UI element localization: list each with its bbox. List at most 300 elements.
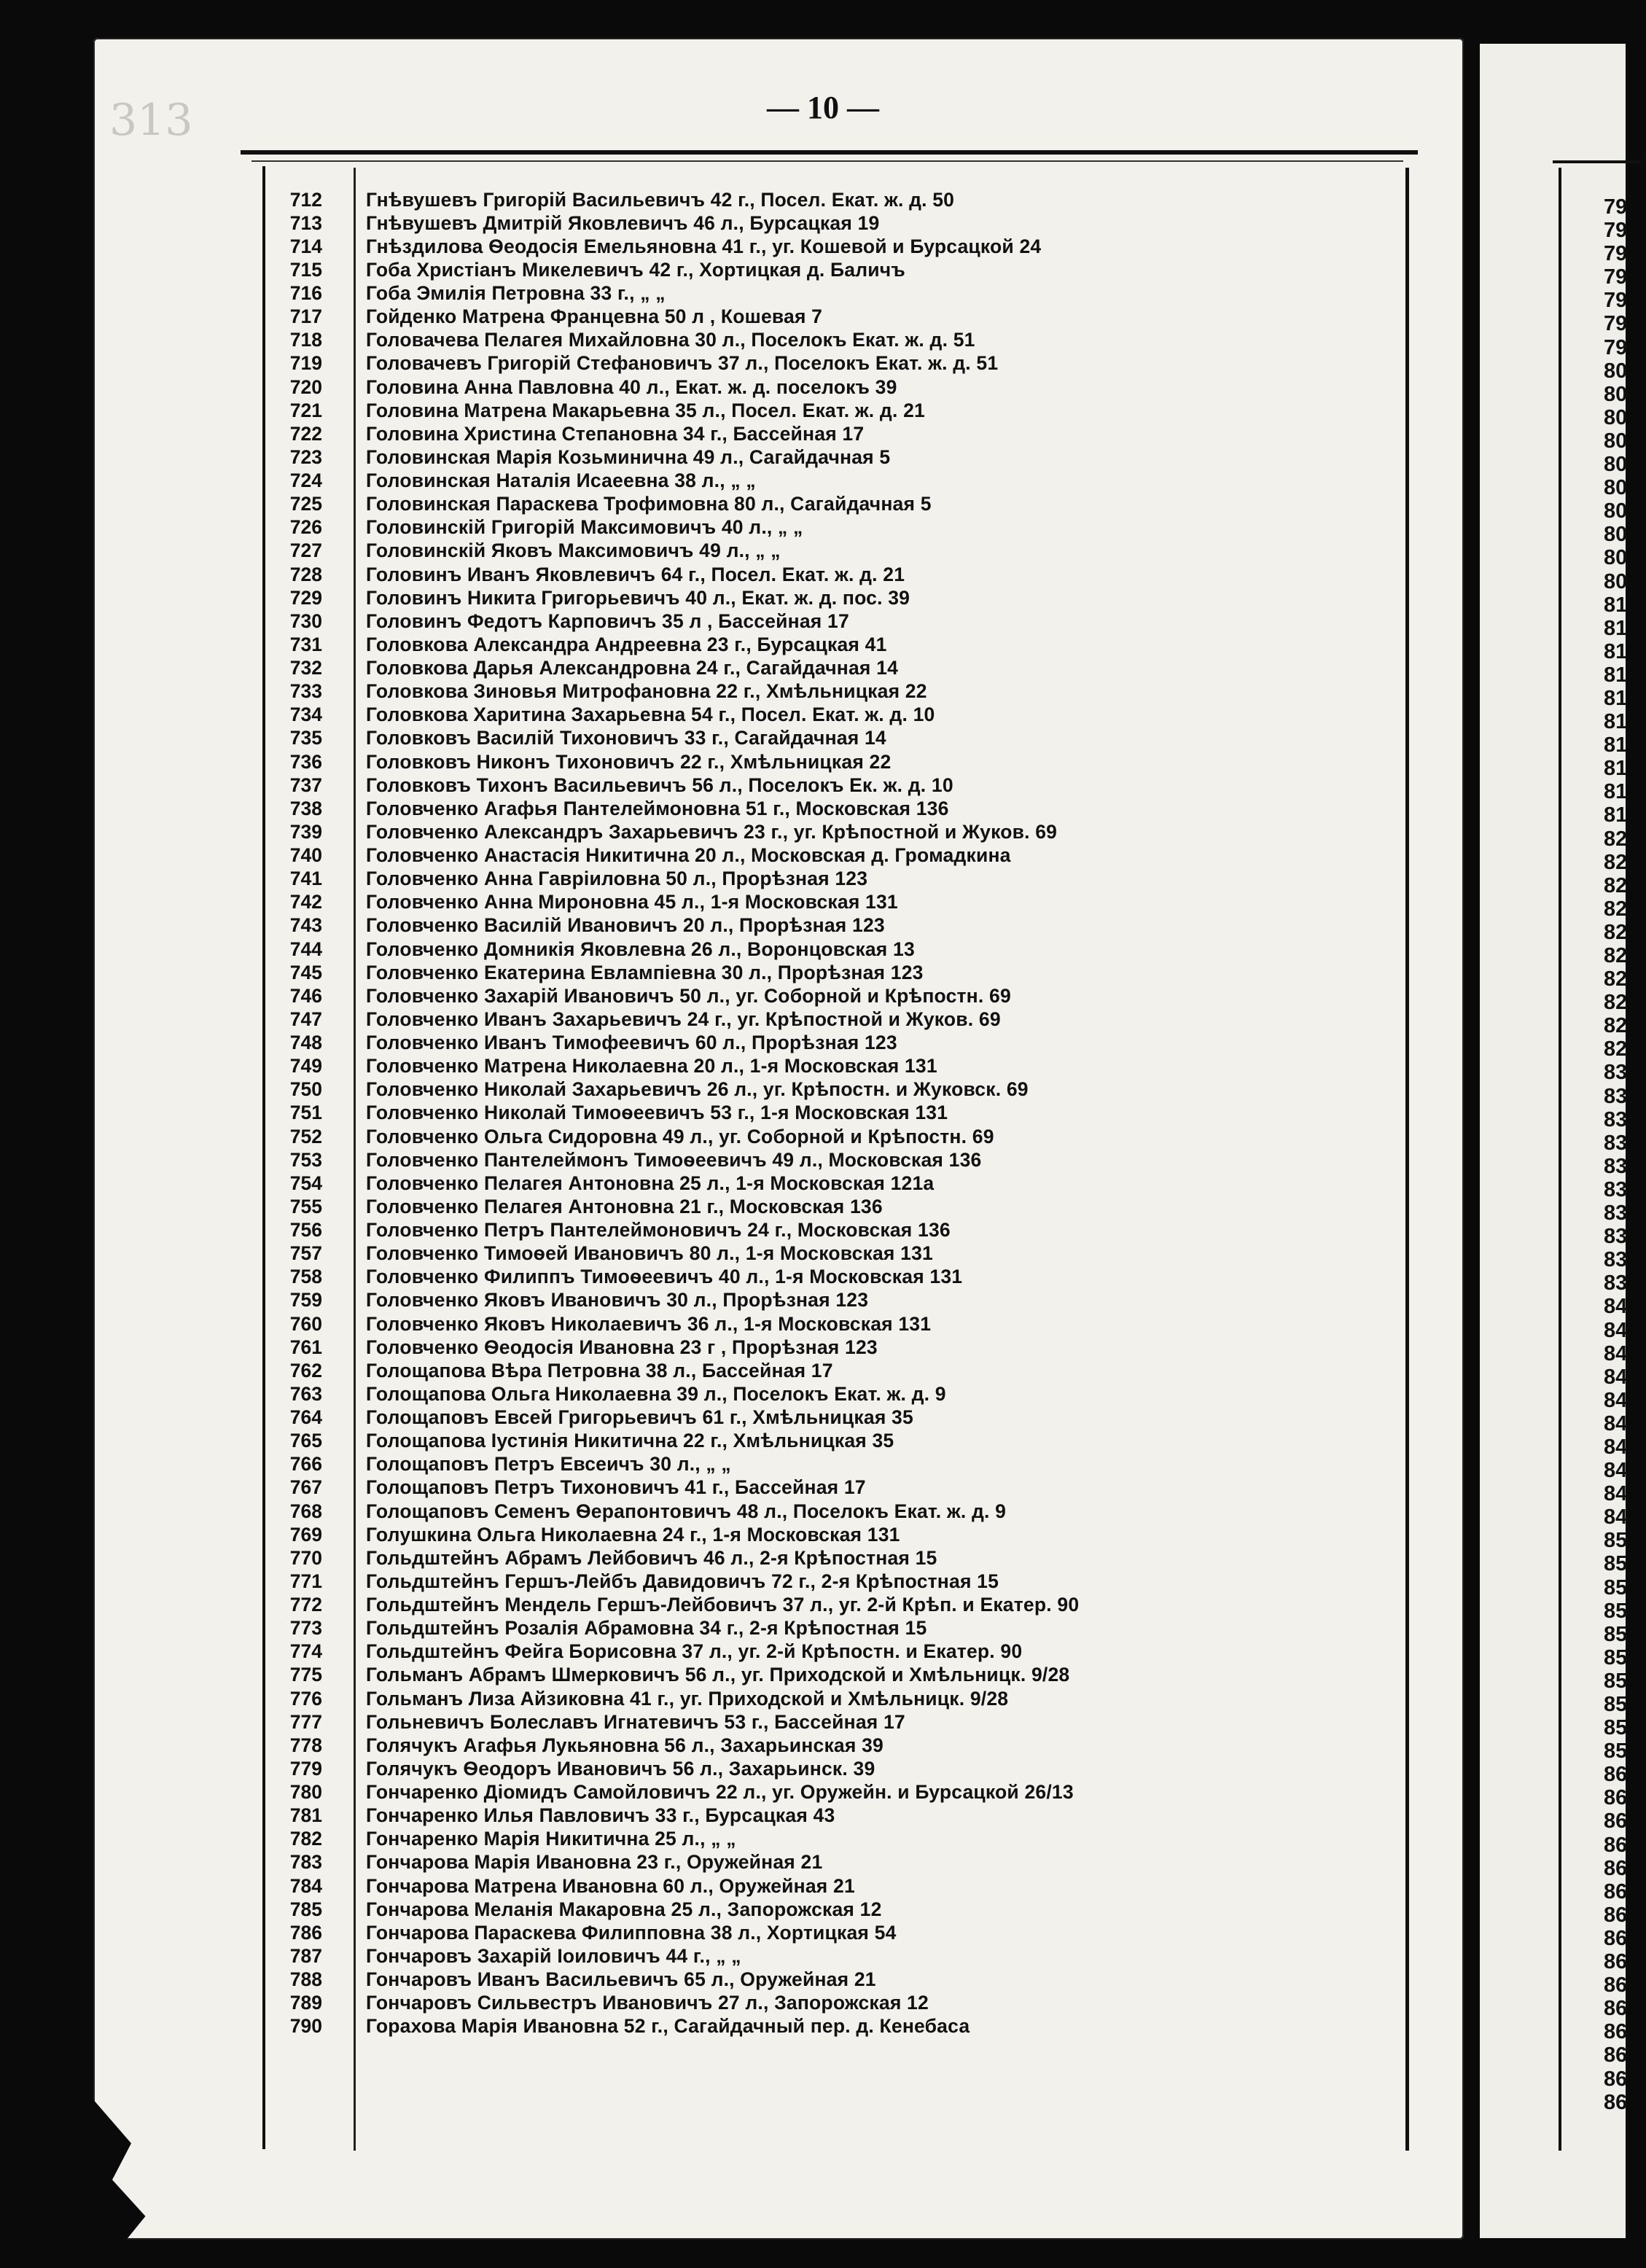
entry-number: 719 xyxy=(289,352,322,375)
list-item xyxy=(277,773,1400,797)
list-item xyxy=(277,1757,1400,1780)
adjacent-page-number: 82 xyxy=(1604,827,1628,851)
adjacent-page-number: 83 xyxy=(1604,1061,1628,1085)
adjacent-page-rule xyxy=(1553,160,1640,163)
adjacent-page-number: 85 xyxy=(1604,1739,1628,1764)
list-item xyxy=(277,1266,1400,1289)
entry-number: 766 xyxy=(289,1453,322,1476)
list-item xyxy=(277,1617,1400,1640)
entry-text: Головченко Анна Гавріиловна 50 л., Прорѣзная 123 xyxy=(366,868,868,890)
adjacent-page-number: 85 xyxy=(1604,1552,1628,1576)
header-rule-thin xyxy=(251,160,1403,162)
list-item xyxy=(277,1078,1400,1102)
adjacent-page-number: 84 xyxy=(1604,1365,1628,1389)
adjacent-page-number: 82 xyxy=(1604,944,1628,967)
entry-number: 784 xyxy=(289,1874,322,1897)
adjacent-page-number: 86 xyxy=(1604,1950,1628,1974)
adjacent-page-edge xyxy=(1480,44,1626,2238)
list-item xyxy=(277,1664,1400,1687)
entry-number: 779 xyxy=(289,1757,322,1780)
entry-text: Головинъ Федотъ Карповичъ 35 л , Бассейная 17 xyxy=(366,609,849,632)
entry-number: 769 xyxy=(289,1523,322,1546)
entry-text: Гольманъ Лиза Айзиковна 41 г., уг. Приходской и Хмѣльницк. 9/28 xyxy=(366,1687,1009,1710)
entry-number: 762 xyxy=(289,1359,322,1382)
entry-number: 755 xyxy=(289,1195,322,1217)
entry-text: Головинъ Никита Григорьевичъ 40 л., Екат. ж. д. пос. 39 xyxy=(366,586,910,609)
entry-text: Головченко Иванъ Захарьевичъ 24 г., уг. Крѣпостной и Жуков. 69 xyxy=(366,1008,1001,1030)
entry-number: 723 xyxy=(289,445,322,468)
entry-text: Головченко Иванъ Тимофеевичъ 60 л., Прорѣзная 123 xyxy=(366,1032,897,1054)
list-item xyxy=(277,445,1400,469)
list-item xyxy=(277,1944,1400,1968)
entry-number: 743 xyxy=(289,914,322,937)
list-item xyxy=(277,1102,1400,1125)
list-item xyxy=(277,493,1400,516)
entry-text: Гольдштейнъ Абрамъ Лейбовичъ 46 л., 2-я Крѣпостная 15 xyxy=(366,1546,937,1569)
adjacent-page-number: 86 xyxy=(1604,2067,1628,2091)
adjacent-page-number: 84 xyxy=(1604,1318,1628,1342)
adjacent-page-number: 86 xyxy=(1604,1973,1628,1998)
adjacent-page-number: 86 xyxy=(1604,1903,1628,1927)
adjacent-page-number: 83 xyxy=(1604,1201,1628,1225)
adjacent-page-number: 85 xyxy=(1604,1716,1628,1740)
list-item xyxy=(277,914,1400,938)
adjacent-page-number: 83 xyxy=(1604,1131,1628,1155)
adjacent-page-number: 83 xyxy=(1604,1084,1628,1108)
adjacent-page-number: 83 xyxy=(1604,1107,1628,1131)
adjacent-page-number: 86 xyxy=(1604,1809,1628,1834)
adjacent-page-number: 81 xyxy=(1604,780,1628,804)
entry-text: Головкова Харитина Захарьевна 54 г., Посел. Екат. ж. д. 10 xyxy=(366,704,935,726)
entry-number: 783 xyxy=(289,1851,322,1874)
entry-text: Головченко Пантелеймонъ Тимоѳеевичъ 49 л., Московская 136 xyxy=(366,1148,982,1171)
adjacent-page-number: 86 xyxy=(1604,2043,1628,2068)
entry-number: 738 xyxy=(289,797,322,819)
adjacent-page-number: 81 xyxy=(1604,639,1628,663)
entry-number: 717 xyxy=(289,305,322,328)
entry-number: 753 xyxy=(289,1148,322,1171)
entry-number: 759 xyxy=(289,1289,322,1312)
entry-number: 739 xyxy=(289,820,322,843)
entry-text: Голячукъ Агафья Лукьяновна 56 л., Захарьинская 39 xyxy=(366,1734,884,1756)
list-item xyxy=(277,469,1400,493)
entry-number: 770 xyxy=(289,1546,322,1569)
entry-number: 771 xyxy=(289,1570,322,1592)
adjacent-page-number: 80 xyxy=(1604,429,1628,453)
entry-number: 729 xyxy=(289,586,322,609)
entry-number: 756 xyxy=(289,1219,322,1242)
adjacent-page-number: 84 xyxy=(1604,1459,1628,1483)
adjacent-page-number: 83 xyxy=(1604,1271,1628,1295)
list-item xyxy=(277,235,1400,258)
adjacent-page-number: 86 xyxy=(1604,1997,1628,2021)
entry-number: 742 xyxy=(289,891,322,913)
entry-text: Гольдштейнъ Розалія Абрамовна 34 г., 2-я Крѣпостная 15 xyxy=(366,1617,927,1640)
entry-text: Голощаповъ Семенъ Ѳерапонтовичъ 48 л., Поселокъ Екат. ж. д. 9 xyxy=(366,1500,1007,1522)
adjacent-page-number: 81 xyxy=(1604,686,1628,710)
entry-number: 735 xyxy=(289,727,322,749)
entry-text: Головченко Николай Тимоѳеевичъ 53 г., 1-я Московская 131 xyxy=(366,1102,948,1124)
entry-number: 785 xyxy=(289,1898,322,1920)
entry-text: Головченко Яковъ Ивановичъ 30 л., Прорѣзная 123 xyxy=(366,1289,869,1312)
entry-number: 714 xyxy=(289,235,322,257)
entry-text: Головченко Тимоѳей Ивановичъ 80 л., 1-я Московская 131 xyxy=(366,1242,933,1265)
list-item xyxy=(277,1921,1400,1944)
adjacent-page-number: 81 xyxy=(1604,593,1628,617)
entry-number: 716 xyxy=(289,282,322,305)
entry-text: Гольдштейнъ Гершъ-Лейбъ Давидовичъ 72 г., 2-я Крѣпостная 15 xyxy=(366,1570,999,1592)
entry-text: Головченко Пелагея Антоновна 21 г., Московская 136 xyxy=(366,1195,883,1217)
entry-text: Головинская Марія Козьминична 49 л., Сагайдачная 5 xyxy=(366,445,891,468)
list-item xyxy=(277,820,1400,843)
list-item xyxy=(277,375,1400,399)
list-item xyxy=(277,563,1400,586)
entry-text: Гоба Христіанъ Микелевичъ 42 г., Хортицкая д. Баличъ xyxy=(366,258,905,281)
adjacent-page-number: 81 xyxy=(1604,733,1628,757)
adjacent-page-number: 79 xyxy=(1604,242,1628,266)
entry-text: Гойденко Матрена Францевна 50 л , Кошевая 7 xyxy=(366,305,823,328)
adjacent-page-number: 85 xyxy=(1604,1575,1628,1599)
adjacent-page-number: 81 xyxy=(1604,757,1628,781)
list-item xyxy=(277,633,1400,656)
entry-text: Головченко Матрена Николаевна 20 л., 1-я Московская 131 xyxy=(366,1055,937,1078)
entry-number: 787 xyxy=(289,1944,322,1967)
adjacent-page-number: 79 xyxy=(1604,219,1628,243)
entry-number: 720 xyxy=(289,375,322,398)
entry-number: 731 xyxy=(289,633,322,655)
adjacent-page-number: 79 xyxy=(1604,289,1628,313)
entry-text: Головкова Дарья Александровна 24 г., Сагайдачная 14 xyxy=(366,657,899,679)
list-item xyxy=(277,211,1400,235)
entry-text: Головкова Александра Андреевна 23 г., Бурсацкая 41 xyxy=(366,633,887,655)
list-item xyxy=(277,1172,1400,1195)
adjacent-page-number: 82 xyxy=(1604,991,1628,1015)
list-item xyxy=(277,188,1400,211)
entry-number: 782 xyxy=(289,1828,322,1850)
entry-text: Гольневичъ Болеславъ Игнатевичъ 53 г., Бассейная 17 xyxy=(366,1710,905,1733)
adjacent-page-number: 84 xyxy=(1604,1341,1628,1365)
entry-text: Головченко Петръ Пантелеймоновичъ 24 г., Московская 136 xyxy=(366,1219,951,1242)
entry-number: 722 xyxy=(289,422,322,445)
adjacent-page-number: 85 xyxy=(1604,1693,1628,1716)
adjacent-page-number: 80 xyxy=(1604,453,1628,477)
list-item xyxy=(277,1828,1400,1851)
list-item xyxy=(277,1874,1400,1898)
adjacent-page-number: 86 xyxy=(1604,1763,1628,1787)
adjacent-page-number: 86 xyxy=(1604,1833,1628,1857)
list-item xyxy=(277,704,1400,727)
list-item xyxy=(277,1570,1400,1593)
entry-number: 744 xyxy=(289,938,322,960)
entry-number: 724 xyxy=(289,469,322,492)
entry-number: 754 xyxy=(289,1172,322,1194)
adjacent-page-number: 86 xyxy=(1604,1786,1628,1810)
list-item xyxy=(277,1687,1400,1710)
adjacent-page-number: 80 xyxy=(1604,405,1628,429)
entry-text: Гончарова Матрена Ивановна 60 л., Оружейная 21 xyxy=(366,1874,855,1897)
entry-text: Головинскій Яковъ Максимовичъ 49 л., „ „ xyxy=(366,539,781,562)
list-item xyxy=(277,1804,1400,1828)
entry-text: Голощаповъ Петръ Евсеичъ 30 л., „ „ xyxy=(366,1453,731,1476)
entry-text: Гнѣздилова Ѳеодосія Емельяновна 41 г., уг. Кошевой и Бурсацкой 24 xyxy=(366,235,1042,257)
adjacent-page-number: 83 xyxy=(1604,1248,1628,1272)
list-item xyxy=(277,1500,1400,1523)
page-number: — 10 — xyxy=(767,90,879,125)
adjacent-page-number: 81 xyxy=(1604,616,1628,640)
entry-number: 776 xyxy=(289,1687,322,1710)
entry-text: Головченко Николай Захарьевичъ 26 л., уг. Крѣпостн. и Жуковск. 69 xyxy=(366,1078,1029,1101)
adjacent-page-number: 84 xyxy=(1604,1295,1628,1319)
entry-number: 721 xyxy=(289,399,322,421)
entry-number: 745 xyxy=(289,961,322,983)
list-item xyxy=(277,516,1400,539)
adjacent-page-number: 82 xyxy=(1604,897,1628,921)
adjacent-page-number: 83 xyxy=(1604,1225,1628,1249)
adjacent-page-number: 82 xyxy=(1604,967,1628,991)
entry-text: Головченко Василій Ивановичъ 20 л., Прорѣзная 123 xyxy=(366,914,885,937)
entry-number: 758 xyxy=(289,1266,322,1288)
entry-text: Голушкина Ольга Николаевна 24 г., 1-я Московская 131 xyxy=(366,1523,900,1546)
entry-number: 712 xyxy=(289,188,322,211)
adjacent-page-number: 84 xyxy=(1604,1482,1628,1506)
list-item xyxy=(277,1148,1400,1172)
list-item xyxy=(277,1242,1400,1266)
adjacent-page-number: 85 xyxy=(1604,1669,1628,1693)
entry-number: 765 xyxy=(289,1430,322,1452)
adjacent-page-number: 85 xyxy=(1604,1645,1628,1669)
list-item xyxy=(277,750,1400,773)
list-item xyxy=(277,1898,1400,1921)
entry-text: Голощаповъ Евсей Григорьевичъ 61 г., Хмѣльницкая 35 xyxy=(366,1406,913,1429)
list-item xyxy=(277,1781,1400,1804)
entry-text: Голощапова Іустинія Никитична 22 г., Хмѣльницкая 35 xyxy=(366,1430,894,1452)
list-item xyxy=(277,1289,1400,1312)
adjacent-page-number: 82 xyxy=(1604,1014,1628,1038)
header-rule xyxy=(241,150,1418,155)
list-item xyxy=(277,305,1400,329)
entry-number: 750 xyxy=(289,1078,322,1101)
entry-number: 726 xyxy=(289,516,322,539)
adjacent-page-number: 84 xyxy=(1604,1411,1628,1435)
entry-text: Головинская Наталія Исаеевна 38 л., „ „ xyxy=(366,469,756,492)
entry-text: Головченко Пелагея Антоновна 25 л., 1-я Московская 121а xyxy=(366,1172,935,1194)
adjacent-page-number: 82 xyxy=(1604,850,1628,874)
adjacent-page-number: 82 xyxy=(1604,920,1628,944)
entry-number: 774 xyxy=(289,1640,322,1663)
entry-number: 788 xyxy=(289,1968,322,1991)
entry-text: Гнѣвушевъ Григорій Васильевичъ 42 г., Посел. Екат. ж. д. 50 xyxy=(366,188,955,211)
entry-number: 713 xyxy=(289,211,322,234)
entry-text: Головковъ Василій Тихоновичъ 33 г., Сагайдачная 14 xyxy=(366,727,886,749)
adjacent-page-number: 80 xyxy=(1604,476,1628,500)
entry-text: Гончаренко Илья Павловичъ 33 г., Бурсацкая 43 xyxy=(366,1804,835,1827)
entry-text: Головченко Ѳеодосія Ивановна 23 г , Прорѣзная 123 xyxy=(366,1336,878,1358)
list-item xyxy=(277,399,1400,422)
adjacent-page-number: 80 xyxy=(1604,359,1628,383)
list-item xyxy=(277,1032,1400,1055)
list-item xyxy=(277,657,1400,680)
adjacent-page-number: 85 xyxy=(1604,1599,1628,1623)
entry-number: 732 xyxy=(289,657,322,679)
directory-list xyxy=(277,188,1400,2038)
entry-number: 748 xyxy=(289,1032,322,1054)
entry-text: Головина Анна Павловна 40 л., Екат. ж. д. поселокъ 39 xyxy=(366,375,897,398)
entry-text: Головина Матрена Макарьевна 35 л., Посел. Екат. ж. д. 21 xyxy=(366,399,925,421)
entry-number: 775 xyxy=(289,1664,322,1686)
entry-number: 715 xyxy=(289,258,322,281)
table-right-border xyxy=(1405,168,1409,2151)
adjacent-page-number: 82 xyxy=(1604,873,1628,897)
entry-text: Голощапова Вѣра Петровна 38 л., Бассейная 17 xyxy=(366,1359,833,1382)
entry-text: Гольдштейнъ Мендель Гершъ-Лейбовичъ 37 л., уг. 2-й Крѣп. и Екатер. 90 xyxy=(366,1594,1080,1616)
list-item xyxy=(277,891,1400,914)
list-item xyxy=(277,797,1400,820)
entry-text: Головченко Филиппъ Тимоѳеевичъ 40 л., 1-я Московская 131 xyxy=(366,1266,963,1288)
entry-text: Головачева Пелагея Михайловна 30 л., Поселокъ Екат. ж. д. 51 xyxy=(366,329,975,351)
entry-text: Гончаровъ Захарій Іоиловичъ 44 г., „ „ xyxy=(366,1944,741,1967)
entry-text: Гончаровъ Иванъ Васильевичъ 65 л., Оружейная 21 xyxy=(366,1968,876,1991)
list-item xyxy=(277,961,1400,984)
entry-text: Головковъ Тихонъ Васильевичъ 56 л., Поселокъ Ек. ж. д. 10 xyxy=(366,773,953,796)
adjacent-page-number: 79 xyxy=(1604,265,1628,289)
entry-number: 728 xyxy=(289,563,322,585)
list-item xyxy=(277,868,1400,891)
list-item xyxy=(277,1734,1400,1757)
adjacent-page-number: 81 xyxy=(1604,803,1628,827)
list-item xyxy=(277,1336,1400,1359)
adjacent-page-number: 85 xyxy=(1604,1622,1628,1646)
list-item xyxy=(277,1453,1400,1476)
entry-text: Головченко Анна Мироновна 45 л., 1-я Московская 131 xyxy=(366,891,898,913)
entry-text: Головченко Домникія Яковлевна 26 л., Воронцовская 13 xyxy=(366,938,915,960)
list-item xyxy=(277,1312,1400,1336)
entry-text: Головкова Зиновья Митрофановна 22 г., Хмѣльницкая 22 xyxy=(366,680,927,703)
entry-text: Голячукъ Ѳеодоръ Ивановичъ 56 л., Захарьинск. 39 xyxy=(366,1757,875,1780)
margin-pencil-mark: 313 xyxy=(109,95,193,146)
entry-number: 749 xyxy=(289,1055,322,1078)
adjacent-page-number: 83 xyxy=(1604,1154,1628,1178)
entry-text: Гончарова Параскева Филипповна 38 л., Хортицкая 54 xyxy=(366,1921,897,1944)
entry-text: Головченко Захарій Ивановичъ 50 л., уг. Соборной и Крѣпостн. 69 xyxy=(366,984,1011,1007)
list-item xyxy=(277,984,1400,1008)
entry-number: 780 xyxy=(289,1781,322,1804)
table-left-border xyxy=(262,166,265,2149)
list-item xyxy=(277,1992,1400,2015)
entry-text: Гоба Эмилія Петровна 33 г., „ „ xyxy=(366,282,666,305)
adjacent-page-numbers xyxy=(1604,195,1627,2114)
entry-text: Горахова Марія Ивановна 52 г., Сагайдачный пер. д. Кенебаса xyxy=(366,2015,970,2038)
entry-number: 763 xyxy=(289,1382,322,1405)
entry-number: 725 xyxy=(289,493,322,515)
entry-number: 777 xyxy=(289,1710,322,1733)
list-item xyxy=(277,1055,1400,1078)
list-item xyxy=(277,258,1400,281)
entry-number: 764 xyxy=(289,1406,322,1429)
entry-number: 778 xyxy=(289,1734,322,1756)
entry-text: Гончарова Марія Ивановна 23 г., Оружейная 21 xyxy=(366,1851,823,1874)
entry-number: 768 xyxy=(289,1500,322,1522)
adjacent-page-number: 85 xyxy=(1604,1529,1628,1553)
entry-number: 718 xyxy=(289,329,322,351)
entry-number: 790 xyxy=(289,2015,322,2038)
entry-number: 737 xyxy=(289,773,322,796)
list-item xyxy=(277,1640,1400,1664)
adjacent-page-number: 80 xyxy=(1604,382,1628,406)
adjacent-page-number: 79 xyxy=(1604,335,1628,359)
entry-text: Головченко Анастасія Никитична 20 л., Московская д. Громадкина xyxy=(366,844,1011,867)
entry-number: 736 xyxy=(289,750,322,773)
entry-number: 761 xyxy=(289,1336,322,1358)
list-item xyxy=(277,1594,1400,1617)
entry-number: 751 xyxy=(289,1102,322,1124)
entry-text: Головченко Агафья Пантелеймоновна 51 г., Московская 136 xyxy=(366,797,949,819)
list-item xyxy=(277,844,1400,868)
entry-text: Головинскій Григорій Максимовичъ 40 л., „ „ xyxy=(366,516,803,539)
list-item xyxy=(277,609,1400,633)
list-item xyxy=(277,938,1400,961)
entry-number: 727 xyxy=(289,539,322,562)
entry-text: Гончаренко Діомидъ Самойловичъ 22 л., уг. Оружейн. и Бурсацкой 26/13 xyxy=(366,1781,1074,1804)
adjacent-page-number: 79 xyxy=(1604,312,1628,336)
adjacent-page-number: 84 xyxy=(1604,1505,1628,1529)
entry-number: 752 xyxy=(289,1125,322,1147)
list-item xyxy=(277,1710,1400,1734)
list-item xyxy=(277,1219,1400,1242)
entry-number: 772 xyxy=(289,1594,322,1616)
entry-number: 740 xyxy=(289,844,322,867)
entry-text: Головинъ Иванъ Яковлевичъ 64 г., Посел. Екат. ж. д. 21 xyxy=(366,563,905,585)
entry-number: 773 xyxy=(289,1617,322,1640)
entry-text: Гончарова Меланія Макаровна 25 л., Запорожская 12 xyxy=(366,1898,882,1920)
entry-number: 747 xyxy=(289,1008,322,1030)
adjacent-page-number: 86 xyxy=(1604,2090,1628,2114)
entry-number: 741 xyxy=(289,868,322,890)
list-item xyxy=(277,1851,1400,1874)
entry-text: Головинская Параскева Трофимовна 80 л., Сагайдачная 5 xyxy=(366,493,932,515)
adjacent-page-number: 83 xyxy=(1604,1177,1628,1201)
entry-text: Головченко Ольга Сидоровна 49 л., уг. Соборной и Крѣпостн. 69 xyxy=(366,1125,994,1147)
list-item xyxy=(277,1382,1400,1406)
entry-text: Гольманъ Абрамъ Шмерковичъ 56 л., уг. Приходской и Хмѣльницк. 9/28 xyxy=(366,1664,1070,1686)
list-item xyxy=(277,1523,1400,1546)
list-item xyxy=(277,539,1400,563)
adjacent-page-number: 79 xyxy=(1604,195,1628,219)
list-item xyxy=(277,352,1400,375)
list-item xyxy=(277,1125,1400,1148)
entry-number: 734 xyxy=(289,704,322,726)
list-item xyxy=(277,1195,1400,1218)
entry-text: Голощапова Ольга Николаевна 39 л., Поселокъ Екат. ж. д. 9 xyxy=(366,1382,946,1405)
entry-number: 789 xyxy=(289,1992,322,2014)
adjacent-page-number: 86 xyxy=(1604,2020,1628,2044)
entry-number: 760 xyxy=(289,1312,322,1335)
entry-text: Голощаповъ Петръ Тихоновичъ 41 г., Бассейная 17 xyxy=(366,1476,866,1499)
entry-text: Гольдштейнъ Фейга Борисовна 37 л., уг. 2-й Крѣпостн. и Екатер. 90 xyxy=(366,1640,1023,1663)
entry-number: 767 xyxy=(289,1476,322,1499)
adjacent-page-number: 80 xyxy=(1604,569,1628,593)
list-item xyxy=(277,1359,1400,1382)
entry-number: 786 xyxy=(289,1921,322,1944)
list-item xyxy=(277,1008,1400,1031)
adjacent-page-number: 86 xyxy=(1604,1926,1628,1950)
entry-number: 746 xyxy=(289,984,322,1007)
entry-number: 730 xyxy=(289,609,322,632)
entry-number: 733 xyxy=(289,680,322,703)
list-item xyxy=(277,1968,1400,1992)
entry-text: Головковъ Никонъ Тихоновичъ 22 г., Хмѣльницкая 22 xyxy=(366,750,892,773)
list-item xyxy=(277,1476,1400,1500)
adjacent-page-number: 80 xyxy=(1604,546,1628,570)
